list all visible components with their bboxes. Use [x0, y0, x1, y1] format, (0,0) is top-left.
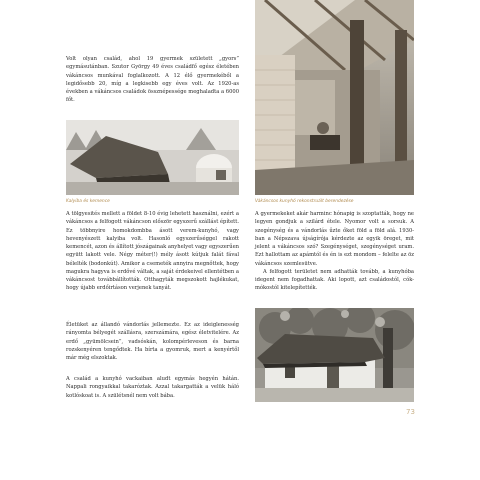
left-paragraph-2: Életüket az állandó vándorlás jellemezte. Ez az ideiglenesség rányomta bélyegét szállásra, szerszámára, egész életvitelére. Az erdő „gyümölcsein”, vadsóskán, kolompérleveson és barna rozskenyéren tengődtek. Ha bírta a gyomruk, mert a kenyértől már még elszoktak.: [66, 322, 239, 361]
left-column: [66, 210, 239, 293]
intro-paragraph: [66, 55, 239, 105]
right-photo-caption: Vákáncsos kunyhó rekonstruált berendezése: [255, 199, 354, 204]
left-column-3: [66, 375, 239, 400]
thatched-hut-photo: [255, 308, 414, 402]
right-paragraph-2: A felfogott területet nem adhatták tovább, a kunyhóba idegent nem fogadhattak. Aki lopott, azt családostól, cók-mókostól kitelepítették.: [255, 268, 414, 292]
left-photo-caption: Kalyiba és kemence: [66, 199, 110, 204]
right-paragraph-1: A gyermekeket akár harminc hónapig is szoptatták, hogy ne legyen gondjuk a szilárd étele. Nyomor volt a sorsuk. A szegénység és a vándorlás űzte őket föld a föld alá. 1930-ban a Népszava újságírója kérdezte az egyik öreget, mit jelent a vákáncsos szó? Szegénységet, szegénységet uram. Ezt hallottam az apámtól és én is ezt mondom – felelte az öz vákáncsos szemlesütve.: [255, 211, 414, 267]
left-paragraph-1: A tölgyesités mellett a földet 8-10 évig lehetett használni, ezért a vákáncsos a felfogott vákáncson először egyszerű szállást épített. Ez többnyire homokdombba ásott verem-kunyhó, vagy hevenyészett kalyiba volt. Hasonló egyszerűséggel rakott kemencét, azon és állított jószágainak anyhelyet vagy egyszerűen együtt lakott vele. Négy méter(!) mély ásott kútjuk falát fával bélelték (bodonkút). Amikor a csemeték annyira megnőttek, hogy magukra hagyva is erdővé váltak, a saját érdekeivel ellentétben a vákáncsost továbbállították. Otthagyták megszokott hajlékukat, hogy újabb erdőirtáson verjenek tanyát.: [66, 211, 239, 292]
page-number: 73: [406, 408, 415, 416]
hut-interior-photo: [255, 0, 414, 195]
left-column-2: [66, 321, 239, 362]
hut-and-oven-photo: [66, 120, 239, 195]
right-column: [255, 210, 414, 293]
intro-text: Volt olyan család, ahol 19 gyermek született „gyors” egymásutánban. Szutor György 49 éves családfő egész életében vákáncsos munkával foglalkozott. A 12 élő gyermekéből a legidősebb 20, míg a legkisebb egy éves volt. Az 1920-as években a vákáncsos családok össznépessége meghaladta a 6000 főt.: [66, 56, 239, 104]
left-paragraph-3: A család a kunyhó vackaiban aludt egymás hegyén hátán. Nappali rongyaikkal takaróztak. Azzal takargatták a velük háló kotlóskoat is. A szülétsnél nem volt bába.: [66, 376, 239, 399]
